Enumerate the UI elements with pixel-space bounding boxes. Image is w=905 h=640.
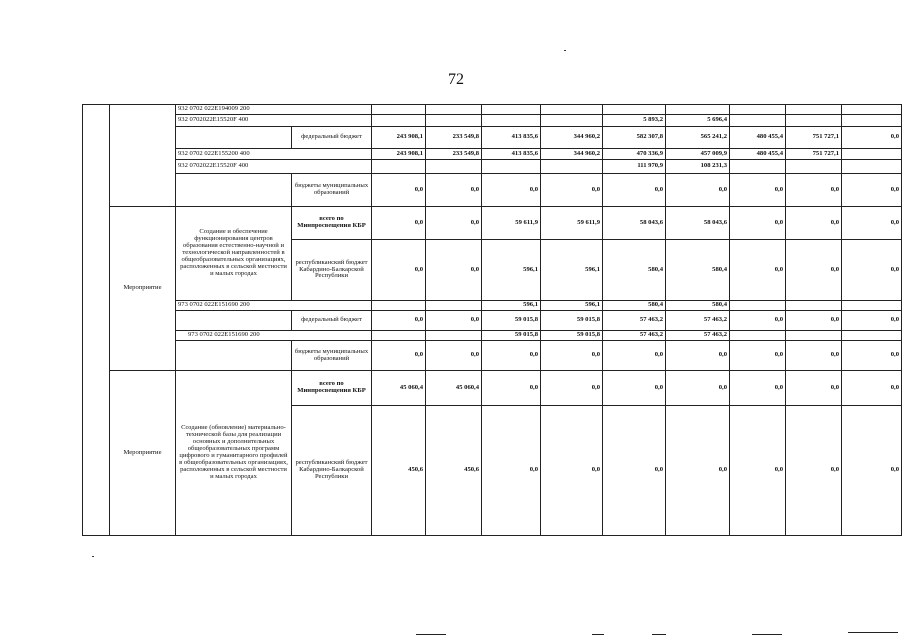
funding-source: федеральный бюджет (292, 127, 372, 149)
value-cell (786, 331, 842, 341)
table-row (83, 149, 902, 160)
value-cell: 0,0 (603, 174, 666, 207)
value-cell: 413 835,6 (482, 127, 541, 149)
value-cell (842, 160, 902, 174)
value-cell: 0,0 (482, 406, 541, 536)
funding-source: бюджеты муниципальных образований (292, 341, 372, 371)
value-cell: 0,0 (482, 174, 541, 207)
value-cell: 480 455,4 (730, 127, 786, 149)
value-cell: 0,0 (541, 174, 603, 207)
value-cell (786, 105, 842, 115)
funding-source: бюджеты муниципальных образований (292, 174, 372, 207)
value-cell: 0,0 (786, 240, 842, 301)
value-cell: 243 908,1 (372, 149, 426, 160)
value-cell: 0,0 (666, 406, 730, 536)
value-cell: 0,0 (730, 207, 786, 240)
value-cell: 0,0 (842, 371, 902, 406)
value-cell (786, 115, 842, 127)
value-cell (786, 301, 842, 311)
value-cell: 0,0 (541, 341, 603, 371)
value-cell (730, 301, 786, 311)
value-cell: 580,4 (603, 301, 666, 311)
value-cell: 0,0 (842, 127, 902, 149)
value-cell: 59 015,8 (541, 331, 603, 341)
value-cell (730, 160, 786, 174)
funding-source: всего по Минпросвещения КБР (292, 371, 372, 406)
event-description: Создание и обеспечение функционирования центров образования естественно-научной и технологической направленностей в общеобразовательных организациях, расположенных в сельской местности и малых городах (176, 207, 292, 301)
value-cell: 0,0 (730, 174, 786, 207)
desc-cell (176, 311, 292, 331)
value-cell (842, 115, 902, 127)
value-cell: 596,1 (482, 301, 541, 311)
event-kind: Мероприятие (110, 371, 176, 536)
budget-code: 932 0702 022E155200 400 (176, 149, 372, 160)
footer-rule (416, 634, 446, 635)
value-cell: 344 960,2 (541, 149, 603, 160)
table-row (83, 115, 902, 127)
value-cell: 5 893,2 (603, 115, 666, 127)
value-cell: 0,0 (666, 174, 730, 207)
event-description: Создание (обновление) материально-технической базы для реализации основных и дополнительных общеобразовательных программ цифрового и гуманитарного профилей в общеобразовательных организациях, расположенных в сельской местности и малых городах (176, 371, 292, 536)
value-cell: 0,0 (372, 341, 426, 371)
value-cell: 59 015,8 (541, 311, 603, 331)
value-cell: 0,0 (842, 174, 902, 207)
value-cell (482, 105, 541, 115)
value-cell (482, 160, 541, 174)
value-cell: 580,4 (603, 240, 666, 301)
scan-speck (92, 556, 94, 557)
budget-code: 932 0702 022E194009 200 (176, 105, 372, 115)
table-row (83, 331, 902, 341)
table-row (83, 105, 902, 115)
value-cell (603, 105, 666, 115)
value-cell: 0,0 (786, 341, 842, 371)
value-cell: 580,4 (666, 301, 730, 311)
value-cell (842, 105, 902, 115)
footer-rule (592, 634, 604, 635)
value-cell: 59 611,9 (541, 207, 603, 240)
value-cell (372, 115, 426, 127)
value-cell: 0,0 (730, 240, 786, 301)
value-cell (541, 105, 603, 115)
page-number: 72 (448, 71, 464, 88)
value-cell: 582 307,8 (603, 127, 666, 149)
table-row (83, 174, 902, 207)
scan-speck (564, 50, 566, 51)
value-cell: 0,0 (603, 341, 666, 371)
budget-code: 932 0702022E15520F 400 (176, 115, 372, 127)
value-cell (372, 301, 426, 311)
table-row (83, 127, 902, 149)
table-row (83, 160, 902, 174)
budget-table (82, 104, 902, 536)
budget-code: 932 0702022E15520F 400 (176, 160, 372, 174)
value-cell: 0,0 (842, 240, 902, 301)
value-cell: 108 231,3 (666, 160, 730, 174)
value-cell (666, 105, 730, 115)
value-cell: 111 970,9 (603, 160, 666, 174)
value-cell: 0,0 (842, 341, 902, 371)
value-cell: 0,0 (541, 371, 603, 406)
value-cell: 0,0 (603, 371, 666, 406)
desc-cell (176, 341, 292, 371)
value-cell (842, 301, 902, 311)
value-cell: 0,0 (730, 371, 786, 406)
value-cell: 0,0 (372, 174, 426, 207)
value-cell (426, 301, 482, 311)
value-cell: 0,0 (842, 311, 902, 331)
value-cell (541, 160, 603, 174)
budget-code: 973 0702 022E151690 200 (176, 301, 372, 311)
value-cell: 233 549,8 (426, 127, 482, 149)
value-cell (426, 105, 482, 115)
value-cell: 58 043,6 (603, 207, 666, 240)
value-cell (842, 331, 902, 341)
value-cell: 565 241,2 (666, 127, 730, 149)
value-cell: 457 009,9 (666, 149, 730, 160)
funding-source: федеральный бюджет (292, 311, 372, 331)
value-cell: 596,1 (541, 301, 603, 311)
value-cell (842, 149, 902, 160)
value-cell: 0,0 (842, 207, 902, 240)
desc-cell (176, 174, 292, 207)
funding-source: всего по Минпросвещения КБР (292, 207, 372, 240)
value-cell: 233 549,8 (426, 149, 482, 160)
value-cell: 0,0 (786, 207, 842, 240)
value-cell: 480 455,4 (730, 149, 786, 160)
value-cell: 57 463,2 (603, 331, 666, 341)
value-cell: 0,0 (426, 207, 482, 240)
value-cell: 0,0 (666, 371, 730, 406)
value-cell (426, 115, 482, 127)
value-cell: 450,6 (372, 406, 426, 536)
value-cell: 0,0 (372, 240, 426, 301)
value-cell: 0,0 (372, 311, 426, 331)
value-cell: 751 727,1 (786, 149, 842, 160)
funding-source: республиканский бюджет Кабардино-Балкарской Республики (292, 406, 372, 536)
table-row (83, 311, 902, 331)
value-cell: 0,0 (786, 371, 842, 406)
value-cell: 57 463,2 (666, 311, 730, 331)
value-cell: 0,0 (786, 406, 842, 536)
value-cell: 751 727,1 (786, 127, 842, 149)
value-cell: 0,0 (426, 311, 482, 331)
value-cell (426, 160, 482, 174)
value-cell: 596,1 (482, 240, 541, 301)
kind-cell (110, 105, 176, 207)
funding-source: республиканский бюджет Кабардино-Балкарской Республики (292, 240, 372, 301)
value-cell: 596,1 (541, 240, 603, 301)
value-cell: 0,0 (842, 406, 902, 536)
value-cell (541, 115, 603, 127)
left-margin-cell (83, 105, 110, 536)
value-cell: 0,0 (426, 240, 482, 301)
value-cell: 413 835,6 (482, 149, 541, 160)
value-cell: 0,0 (786, 174, 842, 207)
value-cell: 57 463,2 (666, 331, 730, 341)
value-cell (730, 115, 786, 127)
value-cell: 0,0 (730, 311, 786, 331)
value-cell: 59 015,8 (482, 331, 541, 341)
footer-rule (752, 634, 782, 635)
value-cell: 45 060,4 (372, 371, 426, 406)
value-cell: 0,0 (482, 371, 541, 406)
budget-code: 973 0702 022E151690 200 (176, 331, 372, 341)
value-cell: 470 336,9 (603, 149, 666, 160)
value-cell: 243 908,1 (372, 127, 426, 149)
value-cell: 0,0 (426, 174, 482, 207)
footer-rule (848, 632, 898, 633)
value-cell: 344 960,2 (541, 127, 603, 149)
value-cell (730, 331, 786, 341)
value-cell: 450,6 (426, 406, 482, 536)
table-row (83, 301, 902, 311)
value-cell (426, 331, 482, 341)
value-cell (372, 331, 426, 341)
table-row (83, 371, 902, 406)
value-cell: 0,0 (541, 406, 603, 536)
value-cell: 0,0 (482, 341, 541, 371)
table-row (83, 341, 902, 371)
footer-rule (652, 634, 666, 635)
value-cell (730, 105, 786, 115)
value-cell: 0,0 (426, 341, 482, 371)
value-cell: 59 611,9 (482, 207, 541, 240)
value-cell (482, 115, 541, 127)
value-cell: 59 015,8 (482, 311, 541, 331)
value-cell: 580,4 (666, 240, 730, 301)
value-cell: 0,0 (372, 207, 426, 240)
value-cell: 0,0 (730, 406, 786, 536)
value-cell: 0,0 (603, 406, 666, 536)
table-row (83, 207, 902, 240)
value-cell: 58 043,6 (666, 207, 730, 240)
desc-cell (176, 127, 292, 149)
value-cell: 57 463,2 (603, 311, 666, 331)
value-cell: 0,0 (786, 311, 842, 331)
event-kind: Мероприятие (110, 207, 176, 371)
value-cell: 0,0 (730, 341, 786, 371)
value-cell (372, 105, 426, 115)
value-cell: 5 696,4 (666, 115, 730, 127)
value-cell: 0,0 (666, 341, 730, 371)
value-cell (786, 160, 842, 174)
value-cell: 45 060,4 (426, 371, 482, 406)
value-cell (372, 160, 426, 174)
